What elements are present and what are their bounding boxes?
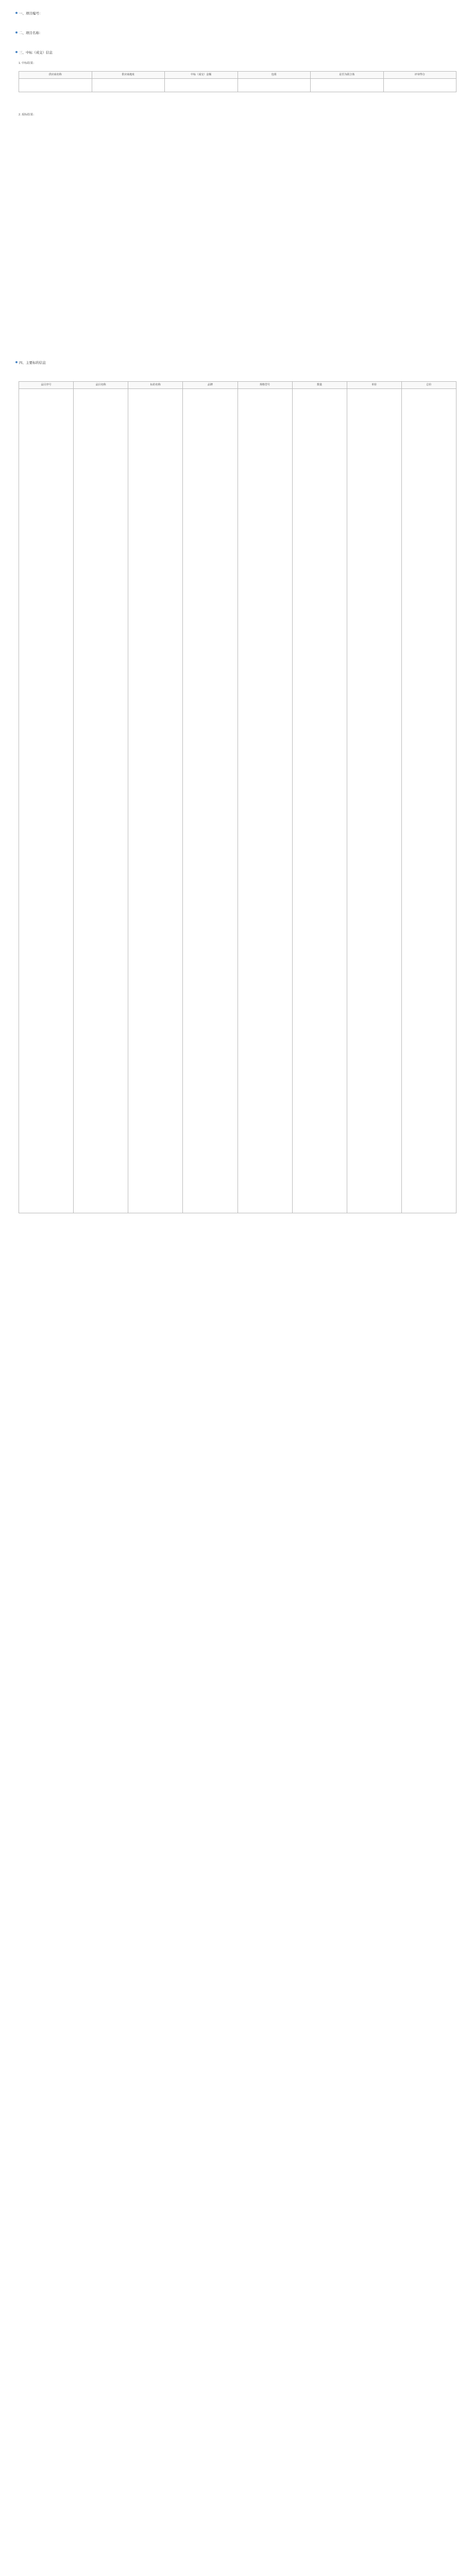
section-project-number: 一、项目编号： [15,11,43,16]
table-header-cell: 标的名称 [128,382,183,389]
bullet-icon [15,51,18,53]
table-header-cell: 供应商地址 [92,72,165,79]
goods-table [19,381,456,1213]
bullet-icon [15,361,18,363]
bullet-icon [15,12,18,14]
table-header-cell: 品目序号 [19,382,74,389]
table-header-cell: 品目名称 [74,382,128,389]
table-row [19,389,456,1213]
table-header-cell: 规格型号 [238,382,292,389]
table-header-cell: 单价 [347,382,401,389]
bid-result-label: 1. 中标结果： [19,62,36,65]
table-header-row [19,72,456,79]
section-project-name: 二、项目名称： [15,31,43,36]
table-header-cell: 是否为联合体 [311,72,384,79]
table-header-cell: 供应商名称 [19,72,92,79]
fail-result-label: 2. 废标结果： [19,113,36,116]
bullet-icon [15,31,18,33]
table-header-cell: 评审得分 [383,72,456,79]
result-table [19,71,456,92]
table-header-cell: 中标（成交）金额 [165,72,238,79]
table-header-cell: 总价 [401,382,456,389]
table-row [19,79,456,92]
section-bid-info: 三、中标（成交）信息 [15,50,53,55]
table-header-cell: 包组 [238,72,311,79]
table-header-row [19,382,456,389]
table-header-cell: 数量 [292,382,347,389]
table-header-cell: 品牌 [183,382,238,389]
section-main-goods: 四、主要标的信息 [15,361,46,365]
